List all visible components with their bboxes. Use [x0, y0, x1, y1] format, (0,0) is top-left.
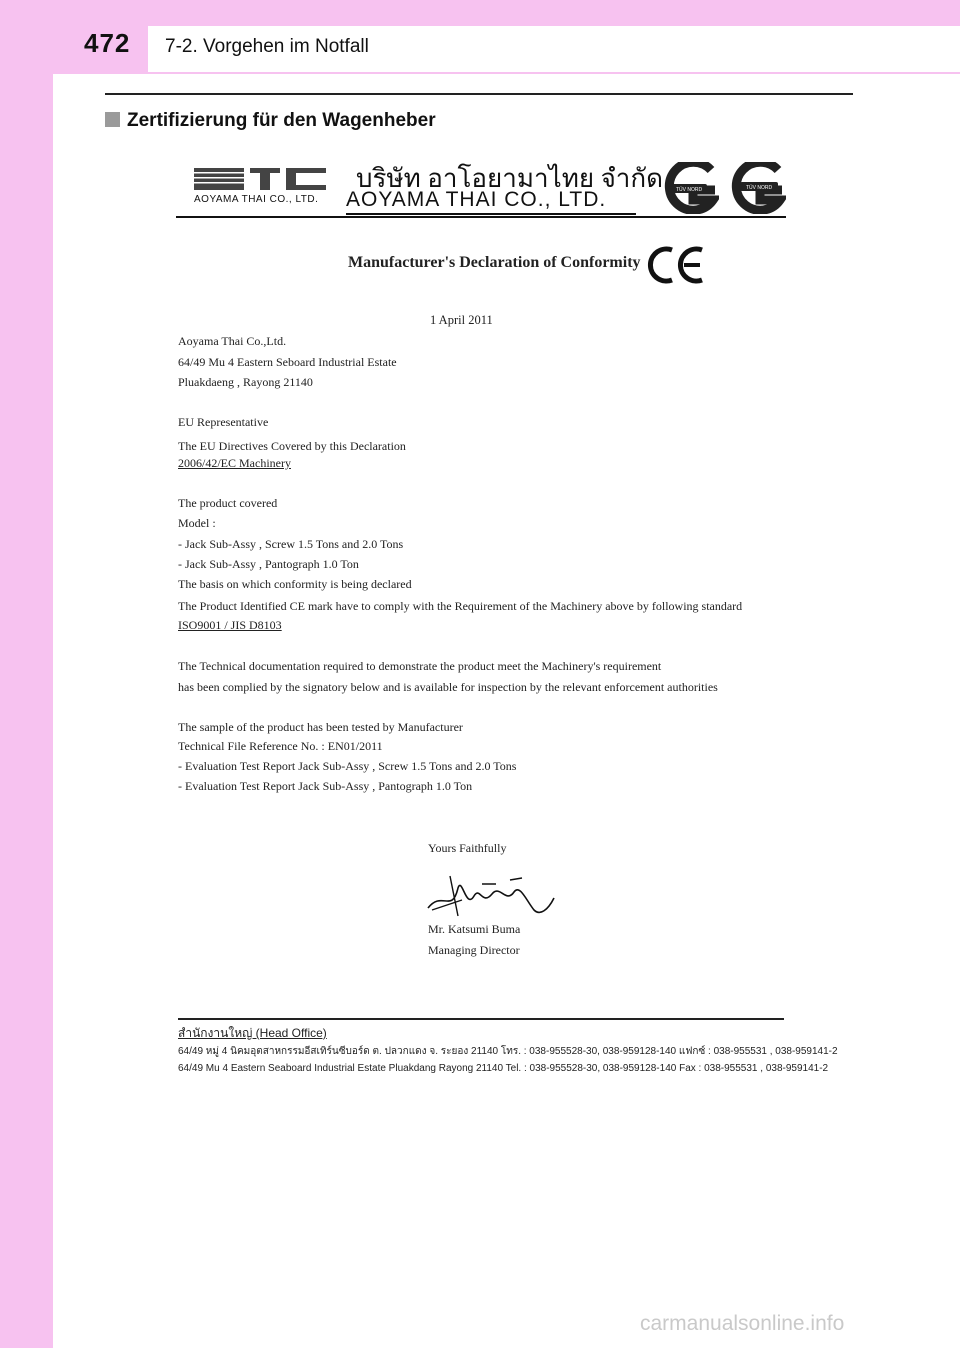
footer-title: สำนักงานใหญ่ (Head Office)	[178, 1026, 327, 1040]
company-name-thai: บริษัท อาโอยามาไทย จำกัด	[356, 164, 664, 193]
badge-label: TÜV NORD	[745, 185, 773, 191]
divider	[105, 93, 853, 95]
doc-line: The Product Identified CE mark have to comply with the Requirement of the Machinery above by following standard	[178, 599, 743, 613]
signer-name: Mr. Katsumi Buma	[428, 922, 521, 936]
atc-logo-icon	[194, 166, 334, 194]
signature-icon	[422, 870, 562, 922]
ce-mark-icon	[646, 244, 708, 286]
doc-line: Model :	[178, 516, 216, 530]
page-margin-band	[0, 0, 53, 1348]
section-title: 7-2. Vorgehen im Notfall	[165, 36, 369, 57]
doc-line: The basis on which conformity is being declared	[178, 577, 412, 591]
footer-address-latin: 64/49 Mu 4 Eastern Seaboard Industrial Estate Pluakdang Rayong 21140 Tel. : 038-955528-30, 038-959128-140 Fax : 038-955531 , 038-959141-2	[178, 1063, 829, 1074]
doc-line: Pluakdaeng , Rayong 21140	[178, 375, 313, 389]
company-subtitle: AOYAMA THAI CO., LTD.	[194, 194, 319, 205]
badge-label: TÜV NORD	[675, 187, 703, 193]
watermark: carmanualsonline.info	[640, 1312, 845, 1335]
declaration-date: 1 April 2011	[430, 313, 493, 327]
doc-line: - Jack Sub-Assy , Pantograph 1.0 Ton	[178, 557, 359, 571]
tuv-certification-badge-icon	[663, 162, 719, 214]
letterhead-rule	[176, 216, 786, 218]
doc-line-underlined: ISO9001 / JIS D8103	[178, 618, 282, 632]
footer-rule	[178, 1018, 784, 1020]
square-bullet-icon	[105, 112, 120, 127]
company-name-latin: AOYAMA THAI CO., LTD.	[346, 188, 607, 211]
doc-line: 64/49 Mu 4 Eastern Seboard Industrial Estate	[178, 355, 397, 369]
name-underline	[346, 213, 636, 215]
doc-line-underlined: 2006/42/EC Machinery	[178, 456, 291, 470]
page-number: 472	[84, 28, 131, 58]
doc-line: - Jack Sub-Assy , Screw 1.5 Tons and 2.0 Tons	[178, 537, 404, 551]
section-heading	[105, 110, 436, 132]
doc-line: The Technical documentation required to demonstrate the product meet the Machinery's requirement	[178, 659, 662, 673]
doc-line: Technical File Reference No. : EN01/2011	[178, 739, 383, 753]
doc-line: - Evaluation Test Report Jack Sub-Assy , Screw 1.5 Tons and 2.0 Tons	[178, 759, 517, 773]
doc-line: The sample of the product has been tested by Manufacturer	[178, 720, 463, 734]
signer-title: Managing Director	[428, 943, 520, 957]
doc-line: The EU Directives Covered by this Declaration	[178, 439, 406, 453]
footer-address-thai: 64/49 หมู่ 4 นิคมอุตสาหกรรมอีสเทิร์นซีบอร์ด ต. ปลวกแดง จ. ระยอง 21140 โทร. : 038-955528-30, 038-959128-140 แฟกซ์ : 038-955531 , 038-959141-2	[178, 1046, 838, 1057]
doc-line: - Evaluation Test Report Jack Sub-Assy , Pantograph 1.0 Ton	[178, 779, 473, 793]
doc-line: Aoyama Thai Co.,Ltd.	[178, 334, 287, 348]
certificate-document	[160, 150, 800, 1050]
tuv-certification-badge-icon	[730, 162, 786, 214]
doc-line: The product covered	[178, 496, 278, 510]
doc-line: has been complied by the signatory below and is available for inspection by the relevant enforcement authorities	[178, 680, 718, 694]
doc-line: EU Representative	[178, 415, 269, 429]
document-title: Manufacturer's Declaration of Conformity	[348, 254, 641, 271]
closing-text: Yours Faithfully	[428, 841, 507, 855]
heading-text: Zertifizierung für den Wagenheber	[127, 110, 436, 131]
